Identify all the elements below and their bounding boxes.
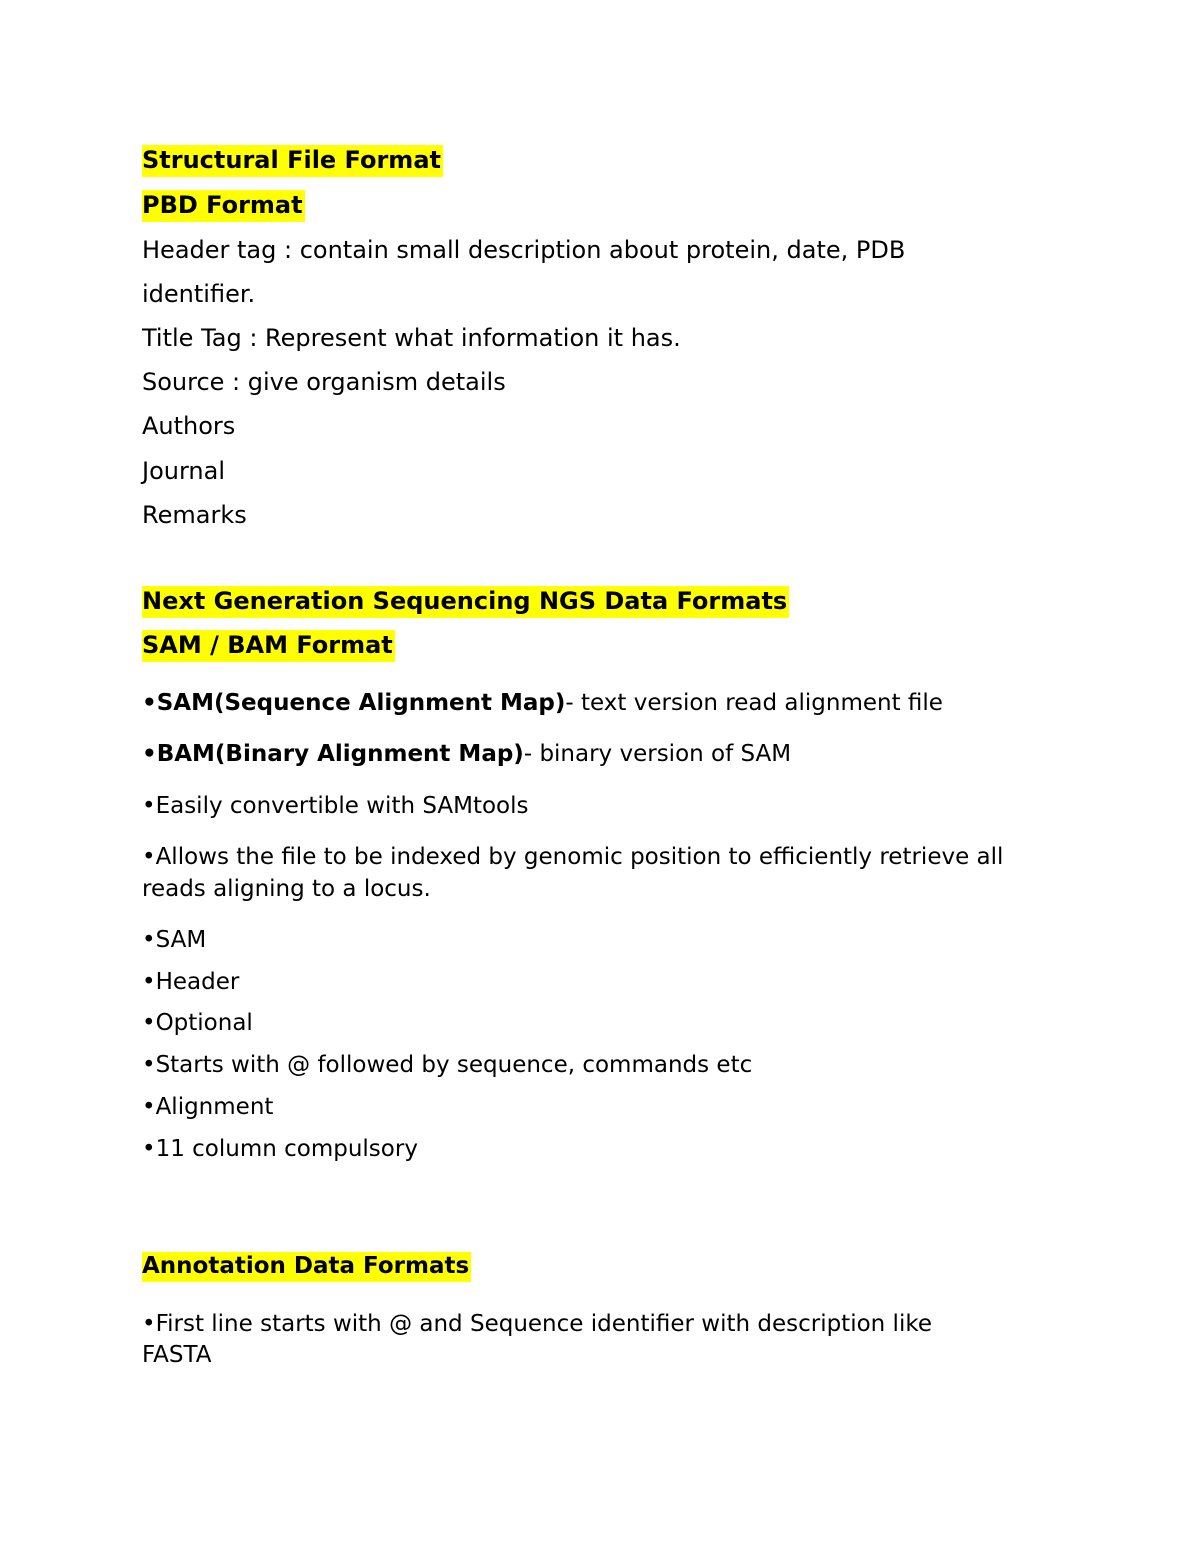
bam-description: - binary version of SAM: [523, 741, 792, 767]
list-item-columns: •11 column compulsory: [142, 1136, 418, 1162]
subheading-pbd-format: [142, 190, 305, 220]
header-tag-line-1: Header tag : contain small description about protein, date, PDB: [142, 236, 906, 264]
list-item-sam: •SAM: [142, 927, 207, 953]
list-item-starts-with: •Starts with @ followed by sequence, commands etc: [142, 1052, 753, 1078]
title-tag-line: Title Tag : Represent what information it has.: [142, 324, 681, 352]
list-item-header: •Header: [142, 969, 240, 995]
indexed-bullet-line-1: •Allows the file to be indexed by genomic position to efficiently retrieve all: [142, 844, 1004, 870]
section-heading-structural: [142, 145, 443, 175]
sam-description: - text version read alignment file: [565, 690, 943, 716]
source-line: Source : give organism details: [142, 368, 506, 396]
highlighted-heading: Next Generation Sequencing NGS Data Formats: [142, 586, 789, 618]
section-heading-annotation: [142, 1252, 471, 1281]
highlighted-subheading: SAM / BAM Format: [142, 630, 395, 662]
sam-term: •SAM(Sequence Alignment Map): [142, 690, 566, 716]
journal-line: Journal: [142, 457, 226, 485]
header-tag-line-2: identifier.: [142, 280, 256, 308]
highlighted-subheading: PBD Format: [142, 190, 305, 222]
list-item-optional: •Optional: [142, 1010, 253, 1036]
annotation-bullet-line-2: FASTA: [142, 1342, 212, 1368]
subheading-sam-bam: [142, 630, 395, 660]
highlighted-heading: Structural File Format: [142, 145, 443, 177]
list-item-alignment: •Alignment: [142, 1094, 274, 1120]
sam-bullet: [142, 689, 943, 718]
annotation-bullet-line-1: •First line starts with @ and Sequence identifier with description like: [142, 1311, 932, 1337]
convertible-bullet: •Easily convertible with SAMtools: [142, 793, 529, 819]
authors-line: Authors: [142, 412, 236, 440]
bam-bullet: [142, 740, 791, 769]
remarks-line: Remarks: [142, 501, 247, 529]
highlighted-heading: Annotation Data Formats: [142, 1252, 471, 1282]
bam-term: •BAM(Binary Alignment Map): [142, 741, 524, 767]
indexed-bullet-line-2: reads aligning to a locus.: [142, 876, 431, 902]
section-heading-ngs: [142, 586, 789, 616]
